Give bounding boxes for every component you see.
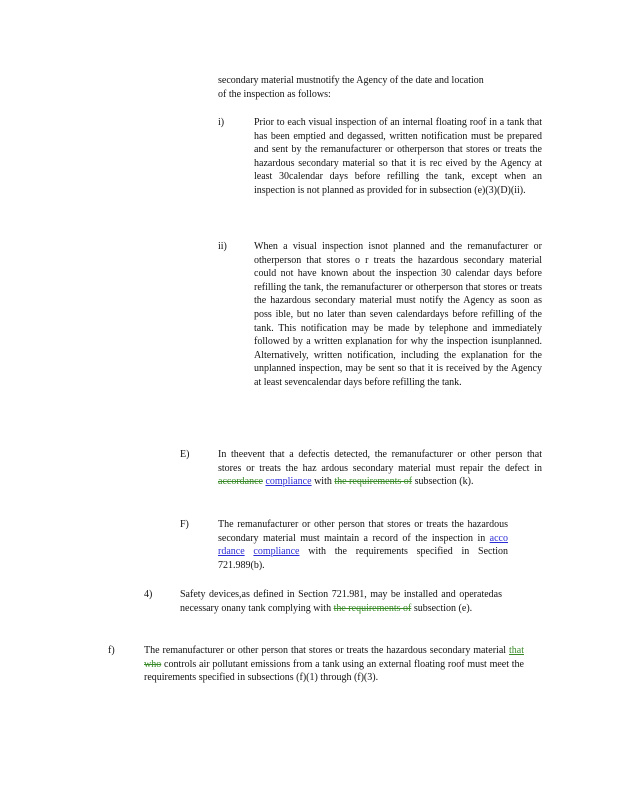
item-i-text: Prior to each visual inspection of an internal floating roof in a tank that has been emptied and degassed, written notification must be prepared and sent by the remanufacturer or otherperson that stores or treats the hazardous secondary material so that it is rec eived by the Agency at least 30calendar days before refilling the tank, except when an inspection is not planned as provided for in subsection (e)(3)(D)(ii). [254,117,542,196]
item-F-text [218,518,508,572]
item-F-label: F) [180,519,189,530]
item-4-text-after: subsection (e). [411,602,473,614]
item-F-text-after: with the requirements specified in Section 721.989(b). [218,546,508,571]
item-4-deleted-1: the requirements of [333,602,412,614]
item-F-text-before: The remanufacturer or other person that stores or treats the hazardous secondary material must maintain a record of the inspection in [218,519,508,544]
item-E-label: E) [180,449,190,460]
item-4-text [180,588,502,615]
item-E-text-before: In theevent that a defectis detected, the remanufacturer or other person that stores or treats the haz ardous secondary material must repair the defect in [218,449,542,474]
item-F-inserted-1: acco rdance [218,532,508,558]
item-E-inserted-1: compliance [265,476,312,488]
item-4-text-before: Safety devices,as defined in Section 721.981, may be installed and operatedas necessary onany tank complying with [180,589,502,614]
intro-line-1: secondary material mustnotify the Agency of the date and location [218,75,484,86]
item-ii-text: When a visual inspection isnot planned and the remanufacturer or otherperson that stores o r treats the hazardous secondary material could not have known about the inspection 30 calendar days before refilling the tank, the remanufacturer or otherperson that stores or treats the hazardous secondary material must notify the Agency as soon as poss ible, but no later than seven calendardays before refilling of the tank. This notification may be made by telephone and immediately followed by a written explanation for why the inspection isunplanned. Alternatively, written notification, including the explanation for the unplanned inspection, may be sent so that it is received by the Agency at least sevencalendar days before refilling the tank. [254,241,542,388]
item-f-deleted-1: who [144,658,162,670]
item-4-label: 4) [144,589,153,600]
intro-line-2: of the inspection as follows: [218,88,331,100]
intro-paragraph [218,74,536,101]
item-f-text [144,644,524,685]
item-f-inserted-1: that [509,645,524,656]
item-E-text [218,448,542,489]
item-E-text-mid: with [311,476,335,488]
item-f-text-before: The remanufacturer or other person that stores or treats the hazardous secondary material [144,645,509,656]
item-E-deleted-2: the requirements of [334,476,413,488]
item-i-label: i) [218,117,225,128]
item-F-inserted-2: compliance [253,546,300,558]
item-ii-label: ii) [218,241,227,252]
item-f-label: f) [108,645,115,656]
item-E-deleted-1: accordance [218,476,263,488]
item-E-text-after: subsection (k). [412,476,474,488]
item-f-text-after: controls air pollutant emissions from a tank using an external floating roof must meet the requirements specified in subsections (f)(1) through (f)(3). [144,658,524,684]
